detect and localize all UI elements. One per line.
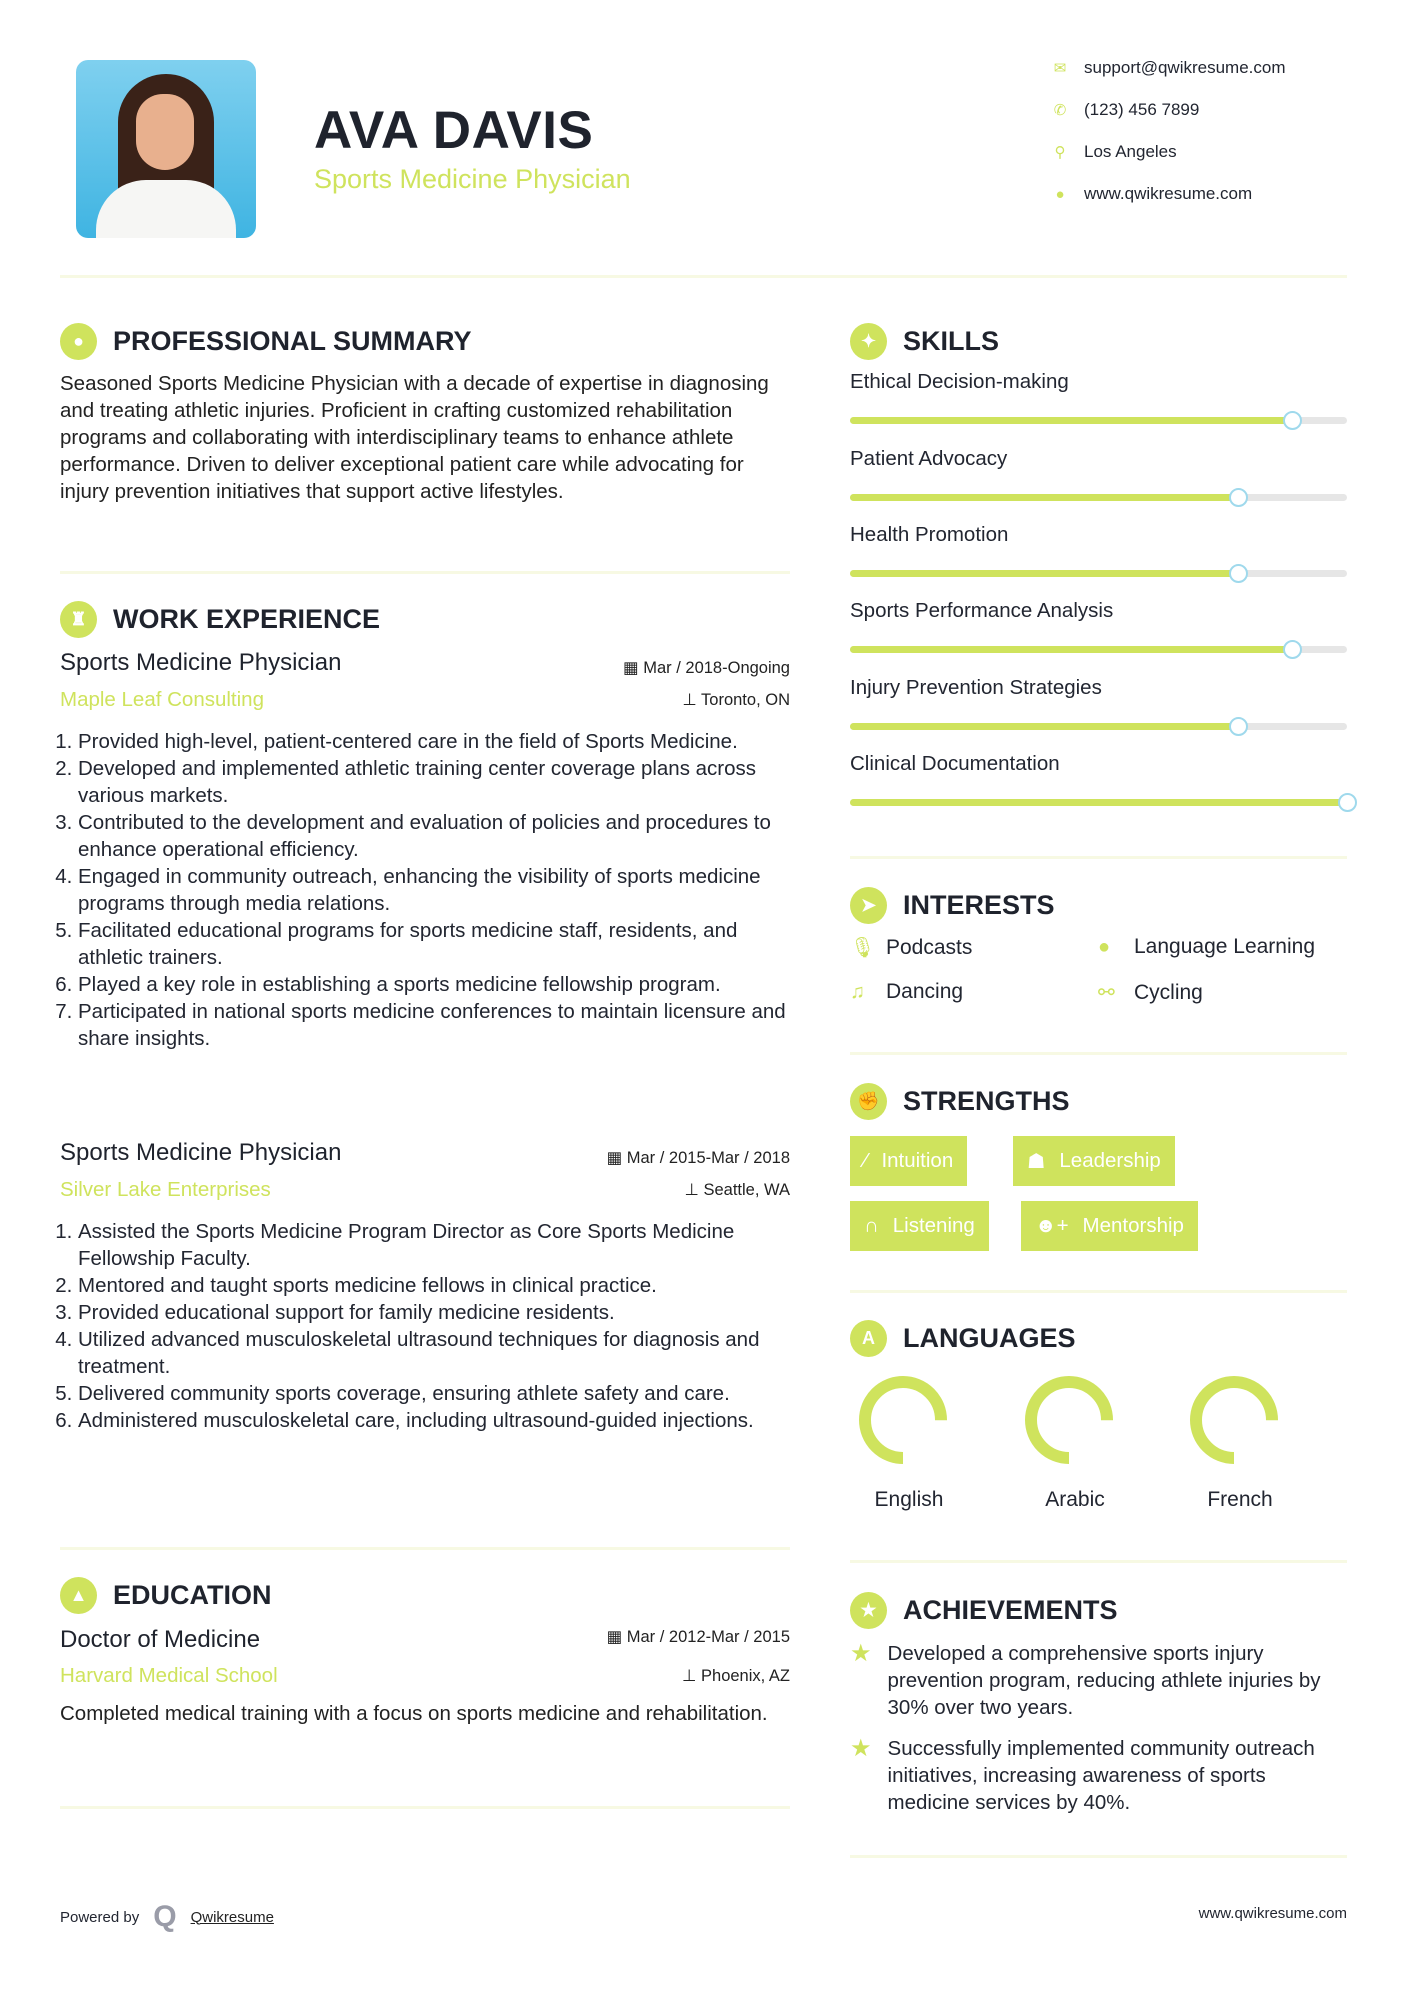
- globe-icon: ●: [1055, 185, 1065, 203]
- list-item: 3. Contributed to the development and evaluation of policies and procedures to enhance operational efficiency.: [78, 809, 790, 863]
- language-label: Arabic: [1045, 1488, 1105, 1511]
- education-heading: ▲ EDUCATION: [60, 1577, 272, 1614]
- list-item: 5. Facilitated educational programs for sports medicine staff, residents, and athletic trainers.: [78, 917, 790, 971]
- divider: [850, 1290, 1347, 1293]
- education-location: ⊥ Phoenix, AZ: [682, 1667, 790, 1685]
- skill-name: Health Promotion: [850, 523, 1009, 546]
- skill-bar: [850, 799, 1347, 806]
- skill-bar-fill: [850, 570, 1238, 577]
- contact-location: ⚲ Los Angeles: [1052, 142, 1177, 162]
- microphone-icon: 🎙: [850, 937, 876, 959]
- list-item: 4. Engaged in community outreach, enhancing the visibility of sports medicine programs through media relations.: [78, 863, 790, 917]
- pin-icon: ⊥: [682, 691, 702, 709]
- skill-bar-fill: [850, 799, 1347, 806]
- language-label: English: [874, 1488, 944, 1511]
- job-duties: [60, 1218, 790, 1434]
- job-company: Maple Leaf Consulting: [60, 688, 264, 711]
- magic-wand-icon: ⁄: [864, 1149, 868, 1172]
- skill-name: Sports Performance Analysis: [850, 599, 1114, 622]
- school: Harvard Medical School: [60, 1664, 278, 1687]
- language-ring-arc: [1031, 1382, 1107, 1458]
- skill-name: Injury Prevention Strategies: [850, 676, 1102, 699]
- phone-icon: ✆: [1053, 102, 1067, 119]
- job-date: ▦ Mar / 2018-Ongoing: [623, 659, 790, 677]
- language-icon: A: [850, 1320, 887, 1357]
- profile-photo: [76, 60, 256, 238]
- music-icon: ♫: [850, 980, 865, 1003]
- contact-phone: ✆ (123) 456 7899: [1053, 100, 1200, 119]
- skill-knob: [1283, 411, 1302, 430]
- list-item: 7. Participated in national sports medicine conferences to maintain licensure and share insights.: [78, 998, 790, 1052]
- job-location: ⊥ Seattle, WA: [684, 1181, 790, 1199]
- list-item: 4. Utilized advanced musculoskeletal ultrasound techniques for diagnosis and treatment.: [78, 1326, 790, 1380]
- education-date: ▦ Mar / 2012-Mar / 2015: [606, 1628, 790, 1646]
- achievement-item: ★ Successfully implemented community outreach initiatives, increasing awareness of sports medicine services by 40%.: [850, 1735, 1315, 1814]
- bicycle-icon: ⚯: [1098, 982, 1115, 1004]
- strength-tag: ☗ Leadership: [1013, 1136, 1175, 1186]
- job-company: Silver Lake Enterprises: [60, 1178, 271, 1201]
- user-plus-icon: ☻+: [1035, 1214, 1069, 1237]
- headphones-icon: ∩: [864, 1214, 879, 1237]
- interest-item: 🎙 Podcasts: [850, 935, 973, 959]
- graduation-cap-icon: ▲: [60, 1577, 97, 1614]
- skill-name: Patient Advocacy: [850, 447, 1008, 470]
- education-text: Completed medical training with a focus on sports medicine and rehabilitation.: [60, 1702, 768, 1725]
- pin-icon: ⊥: [682, 1667, 702, 1685]
- job-title: Sports Medicine Physician: [60, 1139, 342, 1166]
- lightbulb-icon: ✦: [850, 323, 887, 360]
- degree: Doctor of Medicine: [60, 1626, 261, 1653]
- divider: [60, 275, 1347, 278]
- skill-bar-fill: [850, 646, 1292, 653]
- calendar-icon: ▦: [623, 659, 644, 677]
- work-heading: ♜ WORK EXPERIENCE: [60, 601, 380, 638]
- list-item: 2. Developed and implemented athletic training center coverage plans across various markets.: [78, 755, 790, 809]
- skill-bar: [850, 417, 1347, 424]
- briefcase-icon: ♜: [60, 601, 97, 638]
- language-ring: [1019, 1370, 1119, 1470]
- achievements-heading: ★ ACHIEVEMENTS: [850, 1592, 1118, 1629]
- skills-heading: ✦ SKILLS: [850, 323, 999, 360]
- skill-bar: [850, 494, 1347, 501]
- skill-bar: [850, 646, 1347, 653]
- fist-icon: ✊: [850, 1083, 887, 1120]
- divider: [60, 571, 790, 574]
- achievement-item: ★ Developed a comprehensive sports injury prevention program, reducing athlete injuries by 30% over two years.: [850, 1640, 1321, 1719]
- divider: [850, 1855, 1347, 1858]
- summary-text: Seasoned Sports Medicine Physician with a decade of expertise in diagnosing and treating athletic injuries. Proficient in crafting customized rehabilitation programs and collaborating with interdisciplinary teams to enhance athlete performance. Driven to deliver exceptional patient care while advocating for injury prevention initiatives that support active lifestyles.: [60, 372, 769, 503]
- qwikresume-logo-icon: Q: [153, 1900, 177, 1933]
- list-item: 5. Delivered community sports coverage, ensuring athlete safety and care.: [78, 1380, 790, 1407]
- list-item: 3. Provided educational support for family medicine residents.: [78, 1299, 790, 1326]
- globe-icon: ●: [1098, 935, 1111, 958]
- language-ring: [1184, 1370, 1284, 1470]
- skill-name: Ethical Decision-making: [850, 370, 1069, 393]
- job-date: ▦ Mar / 2015-Mar / 2018: [606, 1149, 790, 1167]
- skill-knob: [1229, 564, 1248, 583]
- job-location: ⊥ Toronto, ON: [682, 691, 790, 709]
- skill-bar-fill: [850, 494, 1238, 501]
- group-icon: ☗: [1027, 1149, 1046, 1173]
- star-icon: ★: [850, 1735, 872, 1762]
- candidate-name: AVA DAVIS: [314, 101, 594, 160]
- skill-knob: [1229, 488, 1248, 507]
- user-icon: ●: [60, 323, 97, 360]
- strength-tag: ∩ Listening: [850, 1201, 989, 1251]
- footer-powered: Powered by Q Qwikresume: [60, 1900, 274, 1933]
- skill-bar: [850, 570, 1347, 577]
- calendar-icon: ▦: [606, 1149, 627, 1167]
- divider: [850, 1560, 1347, 1563]
- contact-website: ● www.qwikresume.com: [1052, 184, 1252, 204]
- qwikresume-link[interactable]: Qwikresume: [190, 1908, 274, 1926]
- language-ring: [853, 1370, 953, 1470]
- contact-email: ✉ support@qwikresume.com: [1053, 58, 1286, 77]
- strengths-heading: ✊ STRENGTHS: [850, 1083, 1070, 1120]
- language-label: French: [1207, 1488, 1273, 1511]
- pin-icon: ⊥: [684, 1181, 704, 1199]
- skill-knob: [1338, 793, 1357, 812]
- divider: [60, 1547, 790, 1550]
- list-item: 2. Mentored and taught sports medicine fellows in clinical practice.: [78, 1272, 790, 1299]
- list-item: 1. Assisted the Sports Medicine Program Director as Core Sports Medicine Fellowship Faculty.: [78, 1218, 790, 1272]
- divider: [850, 1052, 1347, 1055]
- calendar-icon: ▦: [606, 1628, 627, 1646]
- job-title: Sports Medicine Physician: [60, 649, 342, 676]
- list-item: 6. Administered musculoskeletal care, including ultrasound-guided injections.: [78, 1407, 790, 1434]
- trophy-icon: ★: [850, 1592, 887, 1629]
- skill-bar-fill: [850, 723, 1238, 730]
- skill-name: Clinical Documentation: [850, 752, 1060, 775]
- candidate-title: Sports Medicine Physician: [314, 164, 631, 194]
- strength-tag: ☻+ Mentorship: [1021, 1201, 1198, 1251]
- footer-url[interactable]: www.qwikresume.com: [1198, 1905, 1347, 1922]
- strength-tag: ⁄ Intuition: [850, 1136, 967, 1186]
- job-duties: [60, 728, 790, 1052]
- languages-heading: A LANGUAGES: [850, 1320, 1076, 1357]
- list-item: 6. Played a key role in establishing a sports medicine fellowship program.: [78, 971, 790, 998]
- interests-heading: ➤ INTERESTS: [850, 887, 1055, 924]
- envelope-icon: ✉: [1053, 60, 1067, 77]
- interest-item: ⚯ Cycling: [1098, 980, 1203, 1004]
- paper-plane-icon: ➤: [850, 887, 887, 924]
- skill-knob: [1283, 640, 1302, 659]
- skill-bar-fill: [850, 417, 1292, 424]
- language-ring-arc: [865, 1382, 941, 1458]
- skill-knob: [1229, 717, 1248, 736]
- divider: [60, 1806, 790, 1809]
- interest-item: ● Language Learning: [1098, 935, 1316, 958]
- skill-bar: [850, 723, 1347, 730]
- interest-item: ♫ Dancing: [850, 980, 964, 1003]
- summary-heading: ● PROFESSIONAL SUMMARY: [60, 323, 472, 360]
- list-item: 1. Provided high-level, patient-centered care in the field of Sports Medicine.: [78, 728, 790, 755]
- language-ring-arc: [1196, 1382, 1272, 1458]
- map-pin-icon: ⚲: [1054, 144, 1066, 161]
- star-icon: ★: [850, 1640, 872, 1667]
- divider: [850, 856, 1347, 859]
